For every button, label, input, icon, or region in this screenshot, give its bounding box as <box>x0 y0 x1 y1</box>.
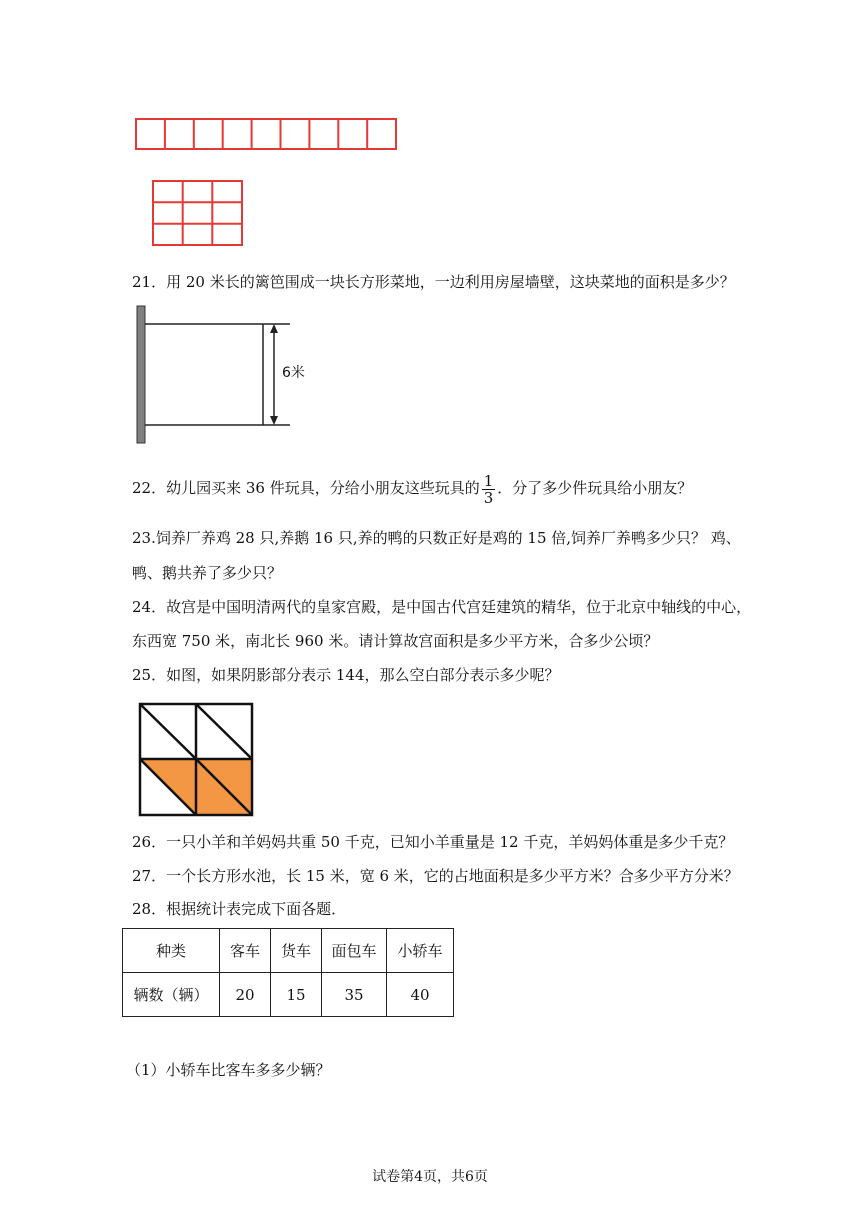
table-cell: 40 <box>387 973 454 1017</box>
question-27: 27．一个长方形水池，长 15 米，宽 6 米，它的占地面积是多少平方米？合多少平方分米？ <box>132 867 739 885</box>
question-22 <box>132 470 692 506</box>
fraction-denominator: 3 <box>483 488 494 507</box>
question-23-line-1: 23.饲养厂养鸡 28 只,养鹅 16 只,养的鸭的只数正好是鸡的 15 倍,饲养厂养鸭多少只？ 鸡、 <box>132 529 741 547</box>
fraction-numerator: 1 <box>483 471 494 490</box>
vegetable-plot-figure <box>136 305 296 445</box>
question-26: 26．一只小羊和羊妈妈共重 50 千克，已知小羊重量是 12 千克，羊妈妈体重是多少千克？ <box>132 833 734 851</box>
shaded-triangles-figure <box>138 702 254 818</box>
question-25: 25．如图，如果阴影部分表示 144，那么空白部分表示多少呢？ <box>132 666 560 684</box>
table-header-cell: 货车 <box>271 929 322 973</box>
table-row-label: 辆数（辆） <box>123 973 220 1017</box>
table-header-cell: 小轿车 <box>387 929 454 973</box>
question-23-line-2: 鸭、鹅共养了多少只？ <box>132 564 283 582</box>
table-cell: 15 <box>271 973 322 1017</box>
table-header-cell: 客车 <box>220 929 271 973</box>
fraction-one-third <box>482 473 496 506</box>
table-row <box>123 973 454 1017</box>
question-28: 28．根据统计表完成下面各题． <box>132 900 347 918</box>
question-22-text-b: ．分了多少件玩具给小朋友？ <box>497 479 693 497</box>
page-footer: 试卷第4页，共6页 <box>372 1169 488 1185</box>
table-header-cell: 面包车 <box>322 929 387 973</box>
table-cell: 20 <box>220 973 271 1017</box>
question-24-line-2: 东西宽 750 米，南北长 960 米。请计算故宫面积是多少平方米，合多少公顷？ <box>132 632 659 650</box>
dimension-label-6m: 6米 <box>282 365 305 381</box>
question-24-line-1: 24．故宫是中国明清两代的皇家宫殿，是中国古代宫廷建筑的精华，位于北京中轴线的中心， <box>132 598 752 616</box>
table-cell: 35 <box>322 973 387 1017</box>
question-21: 21．用 20 米长的篱笆围成一块长方形菜地，一边利用房屋墙壁，这块菜地的面积是多少？ <box>132 273 735 291</box>
red-grid-figure <box>152 180 244 247</box>
table-header-row <box>123 929 454 973</box>
red-strip-figure <box>135 118 397 150</box>
table-header-cell: 种类 <box>123 929 220 973</box>
vehicle-stats-table <box>122 928 454 1017</box>
question-22-text-a: 22．幼儿园买来 36 件玩具，分给小朋友这些玩具的 <box>132 479 480 497</box>
question-28-sub-1: （1）小轿车比客车多多少辆？ <box>126 1061 331 1079</box>
